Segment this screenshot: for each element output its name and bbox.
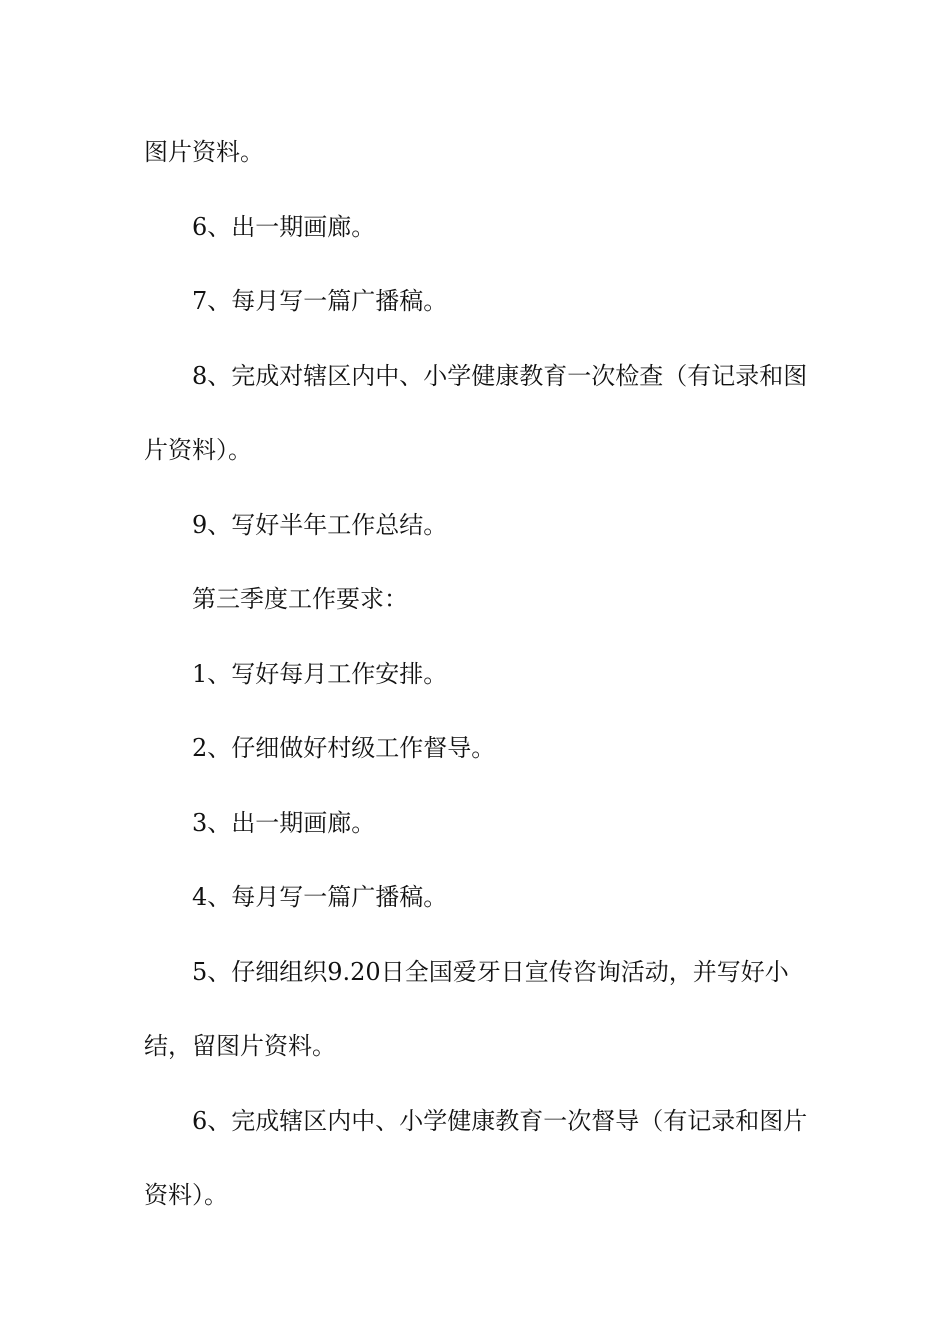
text-line: 6、完成辖区内中、小学健康教育一次督导（有记录和图片 xyxy=(192,1106,808,1135)
section-heading: 第三季度工作要求： xyxy=(192,585,408,613)
text-line: 4、每月写一篇广播稿。 xyxy=(192,883,448,911)
text-line: 8、完成对辖区内中、小学健康教育一次检查（有记录和图 xyxy=(192,361,808,390)
text-line: 资料）。 xyxy=(144,1181,228,1209)
text-line: 1、写好每月工作安排。 xyxy=(192,659,448,688)
text-line: 5、仔细组织9.20日全国爱牙日宣传咨询活动，并写好小 xyxy=(192,957,789,986)
text-line: 6、出一期画廊。 xyxy=(192,212,376,241)
text-line: 7、每月写一篇广播稿。 xyxy=(192,287,448,315)
document-body xyxy=(144,128,809,1246)
text-line: 3、出一期画廊。 xyxy=(192,808,376,837)
text-line: 图片资料。 xyxy=(144,138,264,166)
text-line: 2、仔细做好村级工作督导。 xyxy=(192,734,496,762)
text-line: 9、写好半年工作总结。 xyxy=(192,510,448,539)
text-line: 结，留图片资料。 xyxy=(144,1032,336,1060)
text-line: 片资料）。 xyxy=(144,436,252,464)
